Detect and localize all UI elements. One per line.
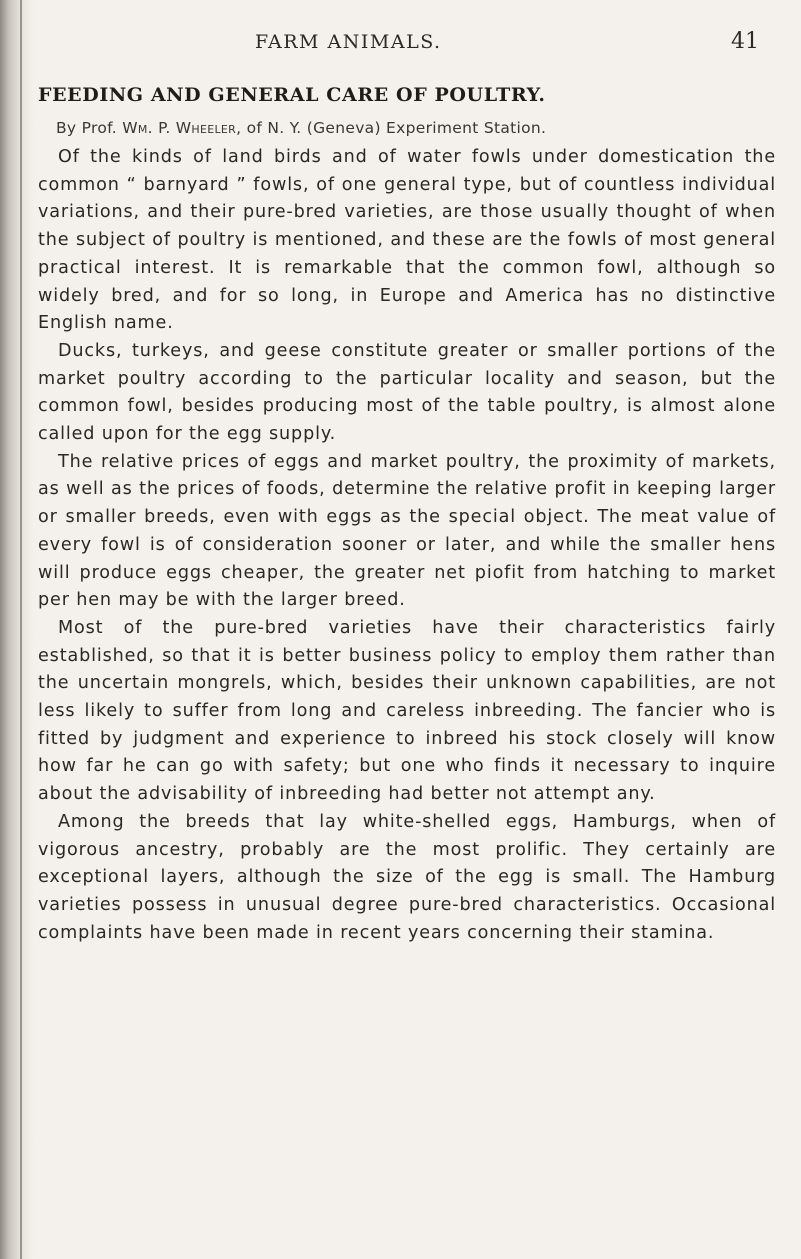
article-byline	[56, 118, 776, 138]
binding-edge	[20, 0, 22, 1259]
paragraph-domestic-fowls: Of the kinds of land birds and of water fowls under domestication the common “ barnyard ” fowls, of one general type, but of countless individual variations, and their pure-bred varieties, are those usually thought of when the subject of poultry is mentioned, and these are the fowls of most general practical interest. It is remarkable that the common fowl, although so widely bred, and for so long, in Europe and America has no distinctive English name.	[38, 147, 776, 334]
article	[38, 82, 776, 947]
binding-gutter	[0, 0, 34, 1259]
paragraph-pure-bred-varieties: Most of the pure-bred varieties have their characteristics fairly established, so that it is better business policy to employ them rather than the uncertain mongrels, which, besides their unknown capabilities, are not less likely to suffer from long and careless inbreeding. The fancier who is fitted by judgment and experience to inbreed his stock closely will know how far he can go with safety; but one who finds it necessary to inquire about the advisability of inbreeding had better not attempt any.	[38, 617, 776, 805]
byline-prefix: By Prof.	[56, 119, 123, 137]
page-number: 41	[731, 29, 759, 54]
paragraph-hamburgs: Among the breeds that lay white-shelled eggs, Hamburgs, when of vigorous ancestry, probably are the most prolific. They certainly are exceptional layers, although the size of the egg is small. The Hamburg varieties possess in unusual degree pure-bred characteristics. Occasional complaints have been made in recent years concerning their stamina.	[38, 811, 776, 943]
running-head: FARM ANIMALS.	[255, 31, 442, 53]
page-header	[0, 26, 801, 62]
paragraph-market-poultry: Ducks, turkeys, and geese constitute greater or smaller portions of the market poultry according to the particular locality and season, but the common fowl, besides producing most of the table poultry, is almost alone called upon for the egg supply.	[38, 340, 776, 445]
article-title: FEEDING AND GENERAL CARE OF POULTRY.	[38, 84, 546, 106]
byline-author: Wm. P. Wheeler	[122, 119, 237, 137]
byline-affiliation: , of N. Y. (Geneva) Experiment Station.	[236, 119, 547, 137]
paragraph-relative-prices: The relative prices of eggs and market poultry, the proximity of markets, as well as the prices of foods, determine the relative profit in keeping larger or smaller breeds, even with eggs as the special object. The meat value of every fowl is of consideration sooner or later, and while the smaller hens will produce eggs cheaper, the greater net piofit from hatching to market per hen may be with the larger breed.	[38, 451, 776, 611]
